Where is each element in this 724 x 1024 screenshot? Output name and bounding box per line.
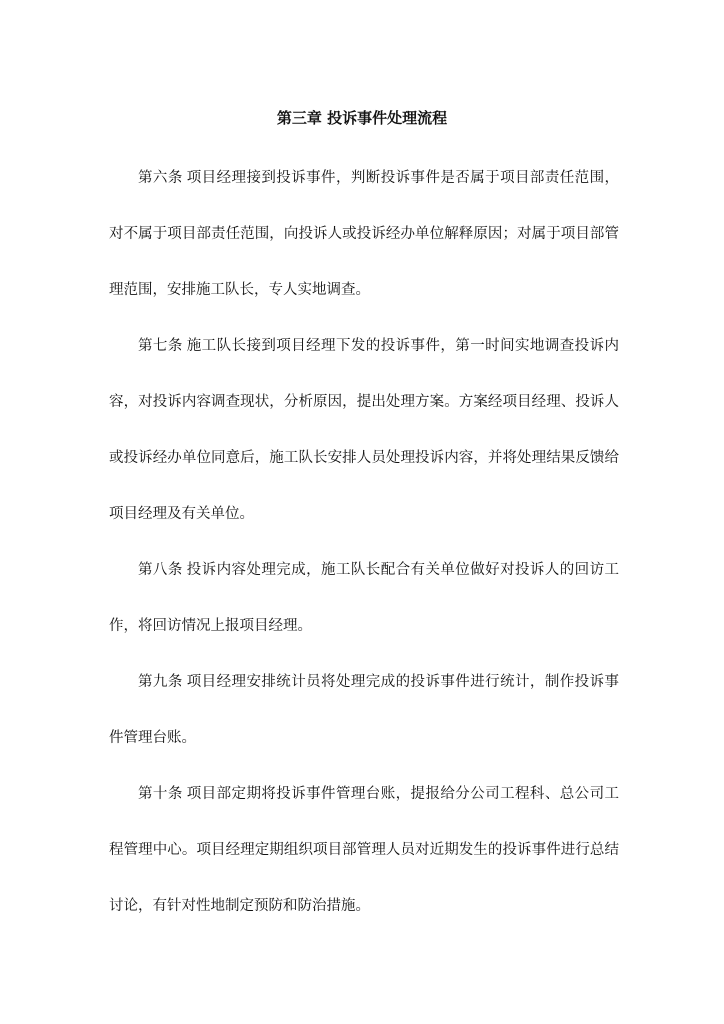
article-9-paragraph — [109, 654, 619, 766]
article-text: 项目经理接到投诉事件，判断投诉事件是否属于项目部责任范围，对不属于项目部责任范围，向投诉人或投诉经办单位解释原因；对属于项目部管理范围，安排施工队长，专人实地调查。 — [109, 170, 620, 298]
article-text: 施工队长接到项目经理下发的投诉事件，第一时间实地调查投诉内容，对投诉内容调查现状，分析原因，提出处理方案。方案经项目经理、投诉人或投诉经办单位同意后，施工队长安排人员处理投诉内容，并将处理结果反馈给项目经理及有关单位。 — [109, 338, 620, 522]
article-number: 第九条 — [138, 674, 183, 690]
article-number: 第七条 — [138, 338, 183, 354]
chapter-title: 第三章 投诉事件处理流程 — [276, 109, 448, 127]
article-text: 项目部定期将投诉事件管理台账，提报给分公司工程科、总公司工程管理中心。项目经理定期组织项目部管理人员对近期发生的投诉事件进行总结讨论，有针对性地制定预防和防治措施。 — [109, 786, 620, 914]
article-number: 第八条 — [138, 562, 183, 578]
article-text: 投诉内容处理完成，施工队长配合有关单位做好对投诉人的回访工作，将回访情况上报项目经理。 — [109, 562, 620, 634]
article-10-paragraph — [109, 766, 619, 934]
document-body — [109, 150, 619, 934]
article-text: 项目经理安排统计员将处理完成的投诉事件进行统计，制作投诉事件管理台账。 — [109, 674, 620, 746]
article-number: 第十条 — [138, 786, 183, 802]
article-number: 第六条 — [138, 170, 183, 186]
article-6-paragraph — [109, 150, 619, 318]
article-7-paragraph — [109, 318, 619, 542]
article-8-paragraph — [109, 542, 619, 654]
